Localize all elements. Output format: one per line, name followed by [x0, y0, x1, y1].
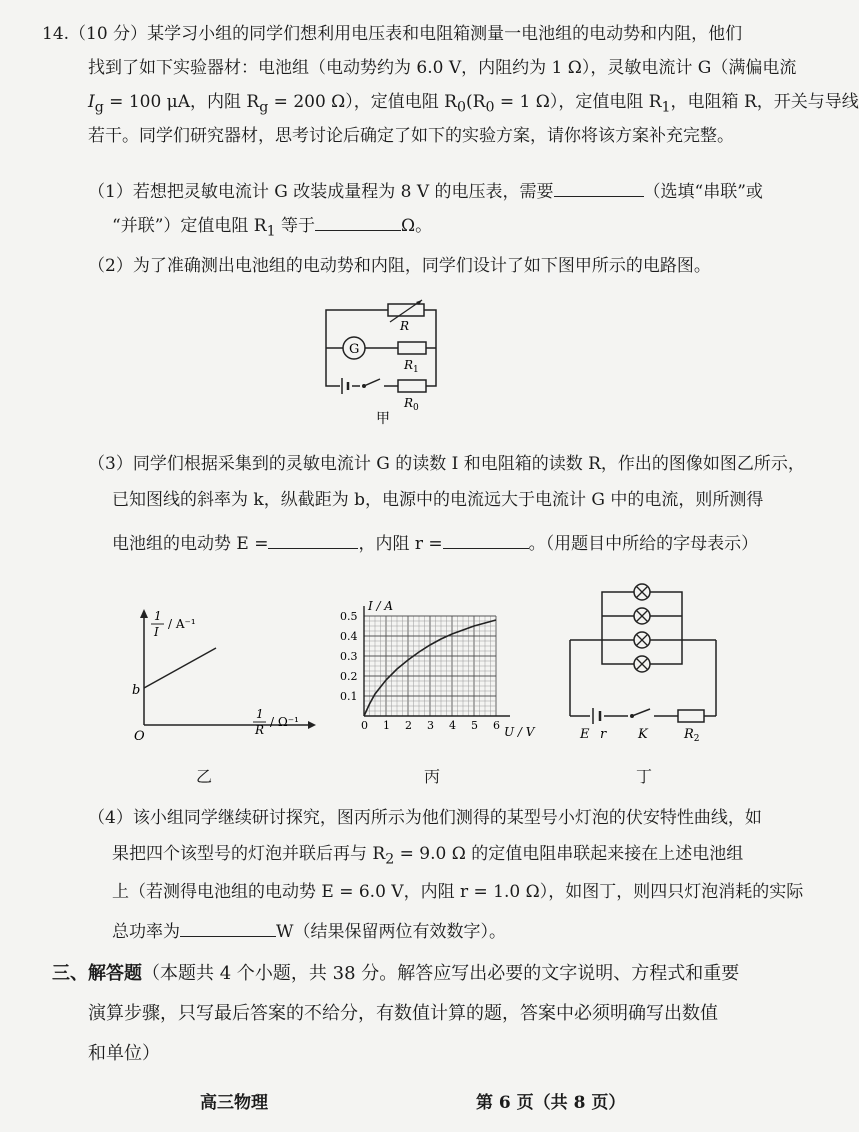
sub-g2: g: [259, 99, 269, 116]
question-number: 14.: [42, 24, 70, 44]
part-1-text: （1）若想把灵敏电流计 G 改装成量程为 8 V 的电压表，需要: [88, 182, 554, 202]
bing-ytick-label: 0.4: [340, 630, 358, 643]
part-1-text: “并联”）定值电阻 R: [112, 216, 267, 236]
part-3-text: 。（用题目中所给的字母表示）: [528, 534, 759, 554]
bing-xtick-label: 0: [361, 719, 368, 732]
intro-frag: = 100 μA，内阻 R: [103, 92, 260, 112]
part-4-line-4: [112, 918, 506, 944]
circuit-jia: [316, 296, 456, 426]
part-4-line-1: [88, 806, 762, 830]
yi-x-arrow-icon: [308, 721, 316, 729]
section-3-title: 三、解答题: [52, 963, 142, 984]
question-14-line-4: [88, 124, 734, 148]
question-score: （10 分）: [69, 24, 148, 44]
ding-label-R2: $R_2$: [684, 727, 700, 744]
question-14-line-3: [88, 90, 859, 119]
answer-blank-r1[interactable]: [315, 212, 401, 231]
part-4-text: W（结果保留两位有效数字）。: [276, 922, 506, 942]
intro-frag: = 1 Ω），定值电阻 R: [494, 92, 662, 112]
ding-label-r: r: [600, 727, 607, 742]
part-1-text: （选填“串联”或: [643, 182, 763, 202]
answer-blank-power[interactable]: [180, 918, 276, 937]
question-14-line-1: [42, 22, 742, 46]
part-3-text: （3）同学们根据采集到的灵敏电流计 G 的读数 I 和电阻箱的读数 R，作出的图像如图乙所示，: [88, 454, 805, 474]
yi-ylabel-unit: / A⁻¹: [168, 617, 196, 631]
bing-ytick-label: 0.3: [340, 650, 358, 663]
section-3-text: （本题共 4 个小题，共 38 分。解答应写出必要的文字说明、方程式和重要: [142, 963, 740, 984]
lamp-icon: [634, 584, 650, 600]
part-4-line-3: [112, 880, 803, 904]
answer-blank-r[interactable]: [443, 530, 529, 549]
section-3-line-2: [88, 1002, 718, 1026]
part-4-line-2: [112, 842, 743, 871]
caption-bing: 丙: [424, 767, 441, 786]
yi-xlabel-den: R: [255, 723, 265, 737]
sub-0b: 0: [485, 99, 495, 116]
part-3-text: ，内阻 r =: [358, 534, 443, 554]
resistor-R1-icon: [398, 342, 426, 354]
sub-0: 0: [456, 99, 466, 116]
yi-intercept-b: b: [132, 683, 141, 698]
intro-frag: = 200 Ω），定值电阻 R: [268, 92, 457, 112]
label-R1: $R_1$: [404, 358, 419, 375]
yi-xlabel-unit: / Ω⁻¹: [270, 715, 299, 729]
lamp-icon: [634, 608, 650, 624]
part-1-line-1: [88, 178, 763, 204]
sub-1: 1: [266, 223, 276, 240]
intro-text-4: 若干。同学们研究器材，思考讨论后确定了如下的实验方案，请你将该方案补充完整。: [88, 126, 734, 146]
label-R0: $R_0$: [404, 396, 419, 413]
sub-1: 1: [661, 99, 671, 116]
part-1-text: 等于: [275, 216, 316, 236]
part-4-text: = 9.0 Ω 的定值电阻串联起来接在上述电池组: [394, 844, 744, 864]
part-4-text: 上（若测得电池组的电动势 E = 6.0 V，内阻 r = 1.0 Ω），如图丁，则四只灯泡消耗的实际: [112, 882, 804, 902]
lamp-icon: [634, 632, 650, 648]
sub-g: g: [94, 99, 104, 116]
bing-ytick-label: 0.2: [340, 670, 358, 683]
part-3-text: 电池组的电动势 E =: [112, 534, 269, 554]
lamp-bank-frame: [602, 592, 682, 664]
bing-ylabel: I / A: [368, 599, 394, 613]
ding-R2-icon: [678, 710, 704, 722]
bing-xtick-label: 6: [493, 719, 500, 732]
ding-switch-icon: [628, 708, 654, 720]
footer-page-number: 第 6 页（共 8 页）: [476, 1093, 626, 1113]
answer-blank-E[interactable]: [268, 530, 358, 549]
yi-ylabel-den: I: [154, 625, 159, 639]
part-3-text: 已知图线的斜率为 k，纵截距为 b，电源中的电流远大于电流计 G 中的电流，则所测得: [112, 490, 764, 510]
ding-battery-icon: [590, 708, 604, 726]
part-2-text: （2）为了准确测出电池组的电动势和内阻，同学们设计了如下图甲所示的电路图。: [88, 256, 711, 276]
part-1-unit: Ω。: [401, 216, 433, 236]
intro-frag: (R: [466, 92, 486, 112]
bing-ytick-label: 0.5: [340, 610, 358, 623]
part-2-line: [88, 254, 711, 278]
battery-icon: [340, 376, 352, 396]
part-3-line-1: [88, 452, 805, 476]
part-1-line-2: [112, 212, 432, 243]
part-4-text: 果把四个该型号的灯泡并联后再与 R: [112, 844, 386, 864]
answer-blank-connection[interactable]: [554, 178, 644, 197]
yi-origin: O: [134, 729, 145, 744]
yi-line: [144, 648, 216, 688]
intro-frag: ，电阻箱 R，开关与导线: [670, 92, 859, 112]
caption-jia: 甲: [376, 411, 390, 427]
caption-yi: 乙: [196, 767, 213, 786]
bing-xlabel: U / V: [504, 725, 535, 739]
intro-text-1: 某学习小组的同学们想利用电压表和电阻箱测量一电池组的电动势和内阻，他们: [147, 24, 743, 44]
circuit-ding: [562, 580, 732, 750]
resistor-R0-icon: [398, 380, 426, 392]
bing-xtick-label: 1: [383, 719, 390, 732]
ding-label-E: E: [580, 727, 590, 742]
section-3-text: 演算步骤，只写最后答案的不给分，有数值计算的题，答案中必须明确写出数值: [88, 1003, 718, 1024]
part-3-line-2: [112, 488, 763, 512]
chart-bing: [336, 598, 546, 748]
yi-xlabel-num: 1: [256, 707, 264, 721]
intro-text-2: 找到了如下实验器材：电池组（电动势约为 6.0 V，内阻约为 1 Ω），灵敏电流计 G（满偏电流: [88, 58, 797, 78]
sub-2: 2: [385, 851, 395, 868]
caption-ding: 丁: [636, 767, 653, 786]
section-3-line-1: [52, 962, 739, 986]
section-3-line-3: [88, 1042, 160, 1066]
question-14-line-2: [88, 56, 796, 80]
section-3-text: 和单位）: [88, 1043, 160, 1064]
var-I: I: [88, 92, 95, 112]
switch-icon: [360, 378, 384, 390]
ding-label-K: K: [638, 727, 648, 742]
yi-y-arrow-icon: [140, 609, 148, 618]
part-3-line-3: [112, 530, 758, 556]
footer-subject: 高三物理: [200, 1093, 268, 1113]
bing-xtick-label: 4: [449, 719, 456, 732]
yi-ylabel-num: 1: [154, 609, 162, 623]
bing-ytick-label: 0.1: [340, 690, 358, 703]
lamp-icon: [634, 656, 650, 672]
bing-xtick-label: 3: [427, 719, 434, 732]
part-4-text: （4）该小组同学继续研讨探究，图丙所示为他们测得的某型号小灯泡的伏安特性曲线，如: [88, 808, 762, 828]
part-4-text: 总功率为: [112, 922, 180, 942]
graph-yi: [84, 600, 324, 760]
bing-xtick-label: 5: [471, 719, 478, 732]
label-R: R: [400, 319, 410, 333]
label-G: G: [349, 342, 360, 357]
bing-xtick-label: 2: [405, 719, 412, 732]
